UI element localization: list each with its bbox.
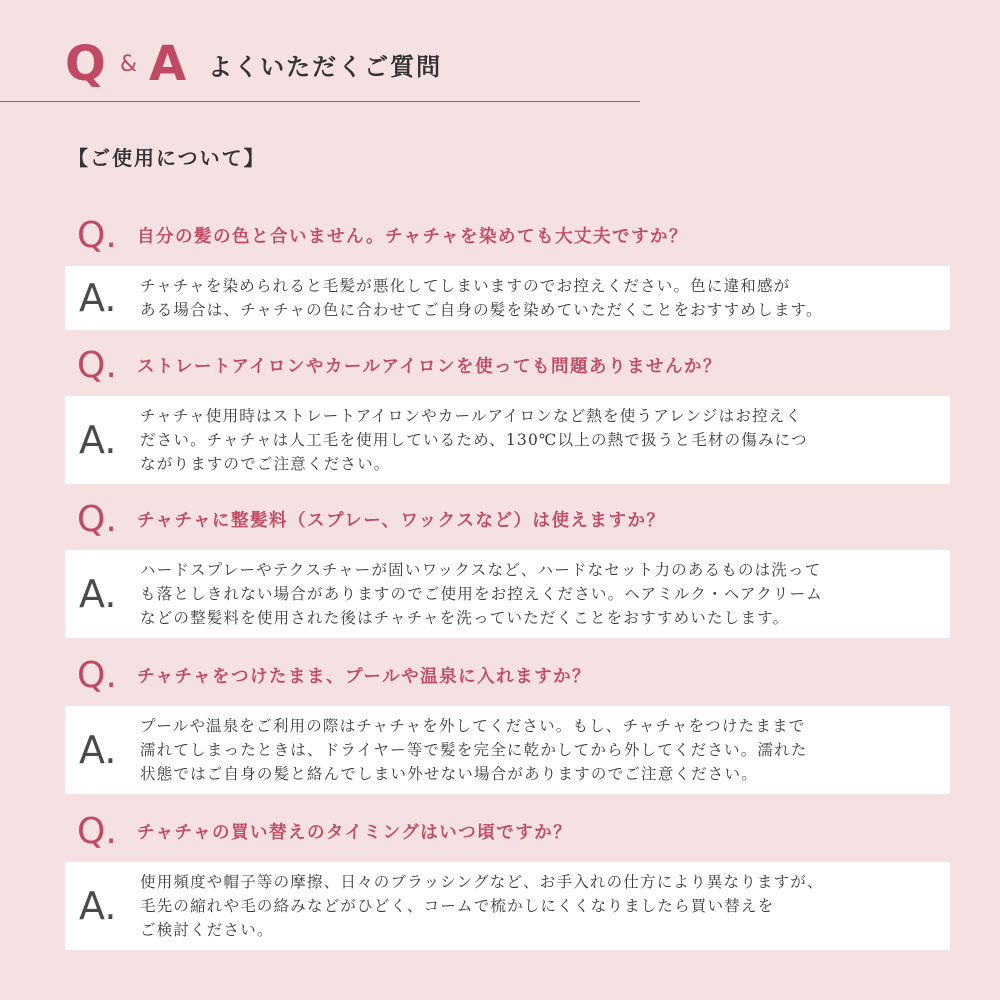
question-text: ストレートアイロンやカールアイロンを使っても問題ありませんか？ — [137, 356, 722, 377]
page-title: よくいただくご質問 — [208, 51, 443, 81]
question-row — [65, 496, 950, 542]
question-text: チャチャの買い替えのタイミングはいつ頃ですか？ — [137, 822, 573, 843]
answer-line: 毛先の縮れや毛の絡みなどがひどく、コームで梳かしにくくなりましたら買い替えを — [140, 897, 775, 915]
answer-line: プールや温泉をご利用の際はチャチャを外してください。もし、チャチャをつけたままで — [140, 717, 806, 735]
question-mark-label: Q. — [77, 498, 117, 540]
question-text: 自分の髪の色と合いません。チャチャを染めても大丈夫ですか？ — [137, 226, 688, 247]
answer-box — [65, 706, 950, 794]
question-row — [65, 342, 950, 388]
answer-box — [65, 862, 950, 950]
answer-line: ながりますのでご注意ください。 — [140, 455, 391, 473]
faq-item — [65, 212, 950, 330]
answer-line: ご検討ください。 — [140, 921, 274, 939]
answer-line: ハードスプレーやテクスチャーが固いワックスなど、ハードなセット力のあるものは洗って — [140, 561, 822, 579]
answer-box — [65, 266, 950, 330]
faq-item — [65, 808, 950, 950]
answer-mark-label: A. — [79, 572, 117, 616]
answer-mark-label: A. — [79, 276, 117, 320]
question-row — [65, 212, 950, 258]
page-header — [65, 34, 442, 94]
answer-line: ある場合は、チャチャの色に合わせてご自身の髪を染めていただくことをおすすめします。 — [140, 301, 823, 319]
question-mark-label: Q. — [77, 214, 117, 256]
faq-item — [65, 342, 950, 484]
answer-line: 濡れてしまったときは、ドライヤー等で髪を完全に乾かしてから外してください。濡れた — [140, 741, 808, 759]
answer-mark-label: A. — [79, 728, 117, 772]
answer-line: も落としきれない場合がありますのでご使用をお控えください。ヘアミルク・ヘアクリーム — [140, 585, 823, 603]
answer-line: ださい。チャチャは人工毛を使用しているため、130℃以上の熱で扱うと毛材の傷みにつ — [140, 431, 808, 449]
question-text: チャチャに整髪料（スプレー、ワックスなど）は使えますか？ — [137, 510, 666, 531]
answer-text — [140, 266, 823, 330]
answer-text — [140, 550, 823, 638]
question-mark-label: Q. — [77, 344, 117, 386]
header-divider — [0, 101, 640, 102]
answer-text — [140, 862, 824, 950]
answer-line: チャチャ使用時はストレートアイロンやカールアイロンなど熱を使うアレンジはお控えく — [140, 407, 803, 425]
question-row — [65, 808, 950, 854]
answer-mark-label: A. — [79, 884, 117, 928]
faq-item — [65, 496, 950, 638]
answer-text — [140, 396, 808, 484]
question-mark-label: Q. — [77, 810, 117, 852]
answer-line: などの整髪料を使用された後はチャチャを洗っていただくことをおすすめいたします。 — [140, 609, 790, 627]
section-title: 【ご使用について】 — [68, 146, 266, 170]
answer-line: チャチャを染められると毛髪が悪化してしまいますのでお控えください。色に違和感が — [140, 277, 791, 295]
answer-mark-label: A. — [79, 418, 117, 462]
answer-box — [65, 396, 950, 484]
answer-line: 状態ではご自身の髪と絡んでしまい外せない場合がありますのでご注意ください。 — [140, 765, 758, 783]
answer-box — [65, 550, 950, 638]
question-mark-label: Q. — [77, 654, 117, 696]
faq-item — [65, 652, 950, 794]
header-a-letter: A — [148, 36, 187, 92]
question-text: チャチャをつけたまま、プールや温泉に入れますか？ — [137, 666, 592, 687]
question-row — [65, 652, 950, 698]
header-q-letter: Q — [65, 36, 106, 92]
answer-text — [140, 706, 808, 794]
answer-line: 使用頻度や帽子等の摩擦、日々のブラッシングなど、お手入れの仕方により異なりますが、 — [140, 873, 824, 891]
header-ampersand: & — [119, 51, 137, 77]
